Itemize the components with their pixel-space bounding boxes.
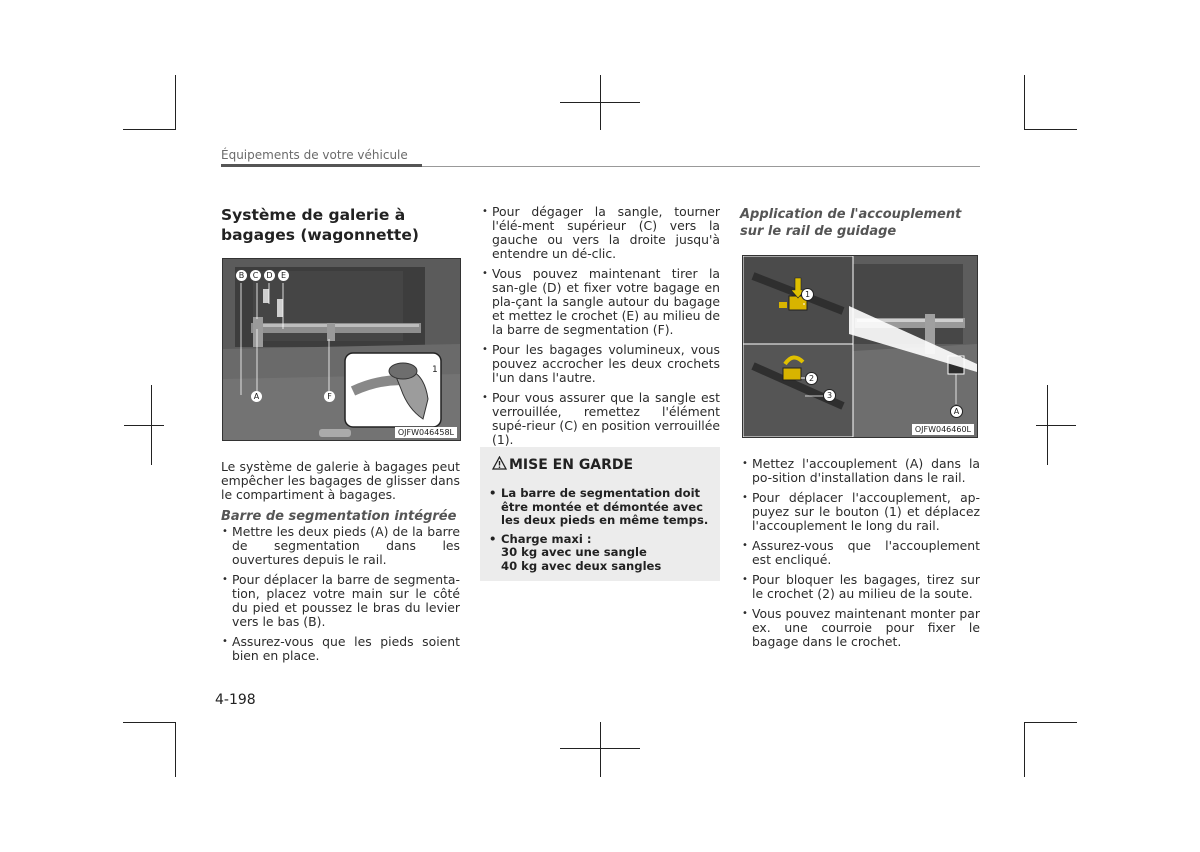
bullet-list-2	[481, 205, 720, 447]
label-C: C	[250, 270, 261, 281]
label-A: A	[251, 391, 262, 402]
warning-item-line: 30 kg avec une sangle	[501, 545, 647, 559]
list-item: • Pour vous assurer que la sangle est verrouillée, remettez l'élément supé-rieur (C) en position verrouillée (1).	[481, 391, 720, 447]
label-A: A	[950, 405, 963, 418]
label-E: E	[278, 270, 289, 281]
warning-item-title: • Charge maxi :	[501, 531, 592, 546]
column-3-body	[741, 457, 980, 655]
coupling-illustration	[743, 256, 977, 437]
list-item: • Pour bloquer les bagages, tirez sur le crochet (2) au milieu de la soute.	[741, 573, 980, 601]
list-item: • Assurez-vous que l'accouplement est encliqué.	[741, 539, 980, 567]
label-1: 1	[432, 365, 438, 375]
subsection-title: Application de l'accouplement sur le rail de guidage	[740, 207, 962, 239]
callout-lines	[223, 259, 460, 440]
column-1	[221, 205, 460, 245]
section-title: Système de galerie à bagages (wagonnette)	[221, 206, 419, 244]
warning-item-line: 40 kg avec deux sangles	[501, 558, 662, 573]
label-F: F	[324, 391, 335, 402]
intro-paragraph: Le système de galerie à bagages peut empêcher les bagages de glisser dans le compartiment à bagages.	[221, 459, 460, 502]
list-item: • Vous pouvez maintenant tirer la san-gle (D) et fixer votre bagage en pla-çant la sangle autour du bagage et mettez le crochet (E) au milieu de la barre de segmentation (F).	[481, 267, 720, 337]
label-3: 3	[823, 389, 836, 402]
warning-header	[492, 456, 633, 473]
figure-luggage-rail-system	[222, 258, 461, 441]
list-item: • Mettre les deux pieds (A) de la barre de segmentation dans les ouvertures depuis le rail.	[221, 525, 460, 567]
column-1-body	[221, 460, 460, 669]
label-2: 2	[805, 372, 818, 385]
label-D: D	[264, 270, 275, 281]
warning-triangle-icon	[492, 456, 507, 470]
column-3	[740, 206, 980, 240]
warning-item: • La barre de segmentation doit être montée et démontée avec les deux pieds en même temps.	[487, 487, 713, 528]
bullet-list-1	[221, 525, 460, 663]
warning-list	[487, 487, 713, 578]
subsection-title: Barre de segmentation intégrée	[221, 509, 457, 524]
bullet-list-3	[741, 457, 980, 649]
label-1: 1	[801, 288, 814, 301]
header-bar	[221, 164, 422, 167]
warning-item	[487, 533, 713, 574]
list-item: • Mettez l'accouplement (A) dans la po-sition d'installation dans le rail.	[741, 457, 980, 485]
figure-code: OJFW046460L	[912, 424, 974, 435]
list-item: • Assurez-vous que les pieds soient bien en place.	[221, 635, 460, 663]
label-B: B	[236, 270, 247, 281]
list-item: • Pour déplacer l'accouplement, ap-puyez sur le bouton (1) et déplacez l'accouplement le long du rail.	[741, 491, 980, 533]
list-item: • Vous pouvez maintenant monter par ex. une courroie pour fixer le bagage dans le crochet.	[741, 607, 980, 649]
header-rule	[422, 166, 980, 167]
figure-code: OJFW046458L	[395, 427, 457, 438]
warning-box	[480, 447, 720, 581]
list-item: • Pour les bagages volumineux, vous pouvez accrocher les deux crochets l'un dans l'autre.	[481, 343, 720, 385]
running-header: Équipements de votre véhicule	[221, 148, 408, 162]
column-2	[481, 205, 720, 453]
list-item: • Pour déplacer la barre de segmenta-tion, placez votre main sur le côté du pied et poussez le bras du levier vers le bas (B).	[221, 573, 460, 629]
figure-coupling-on-rail	[742, 255, 978, 438]
page-number: 4-198	[215, 692, 256, 708]
warning-title: MISE EN GARDE	[509, 457, 634, 473]
list-item: • Pour dégager la sangle, tourner l'élé-ment supérieur (C) vers la gauche ou vers la droite jusqu'à entendre un dé-clic.	[481, 205, 720, 261]
